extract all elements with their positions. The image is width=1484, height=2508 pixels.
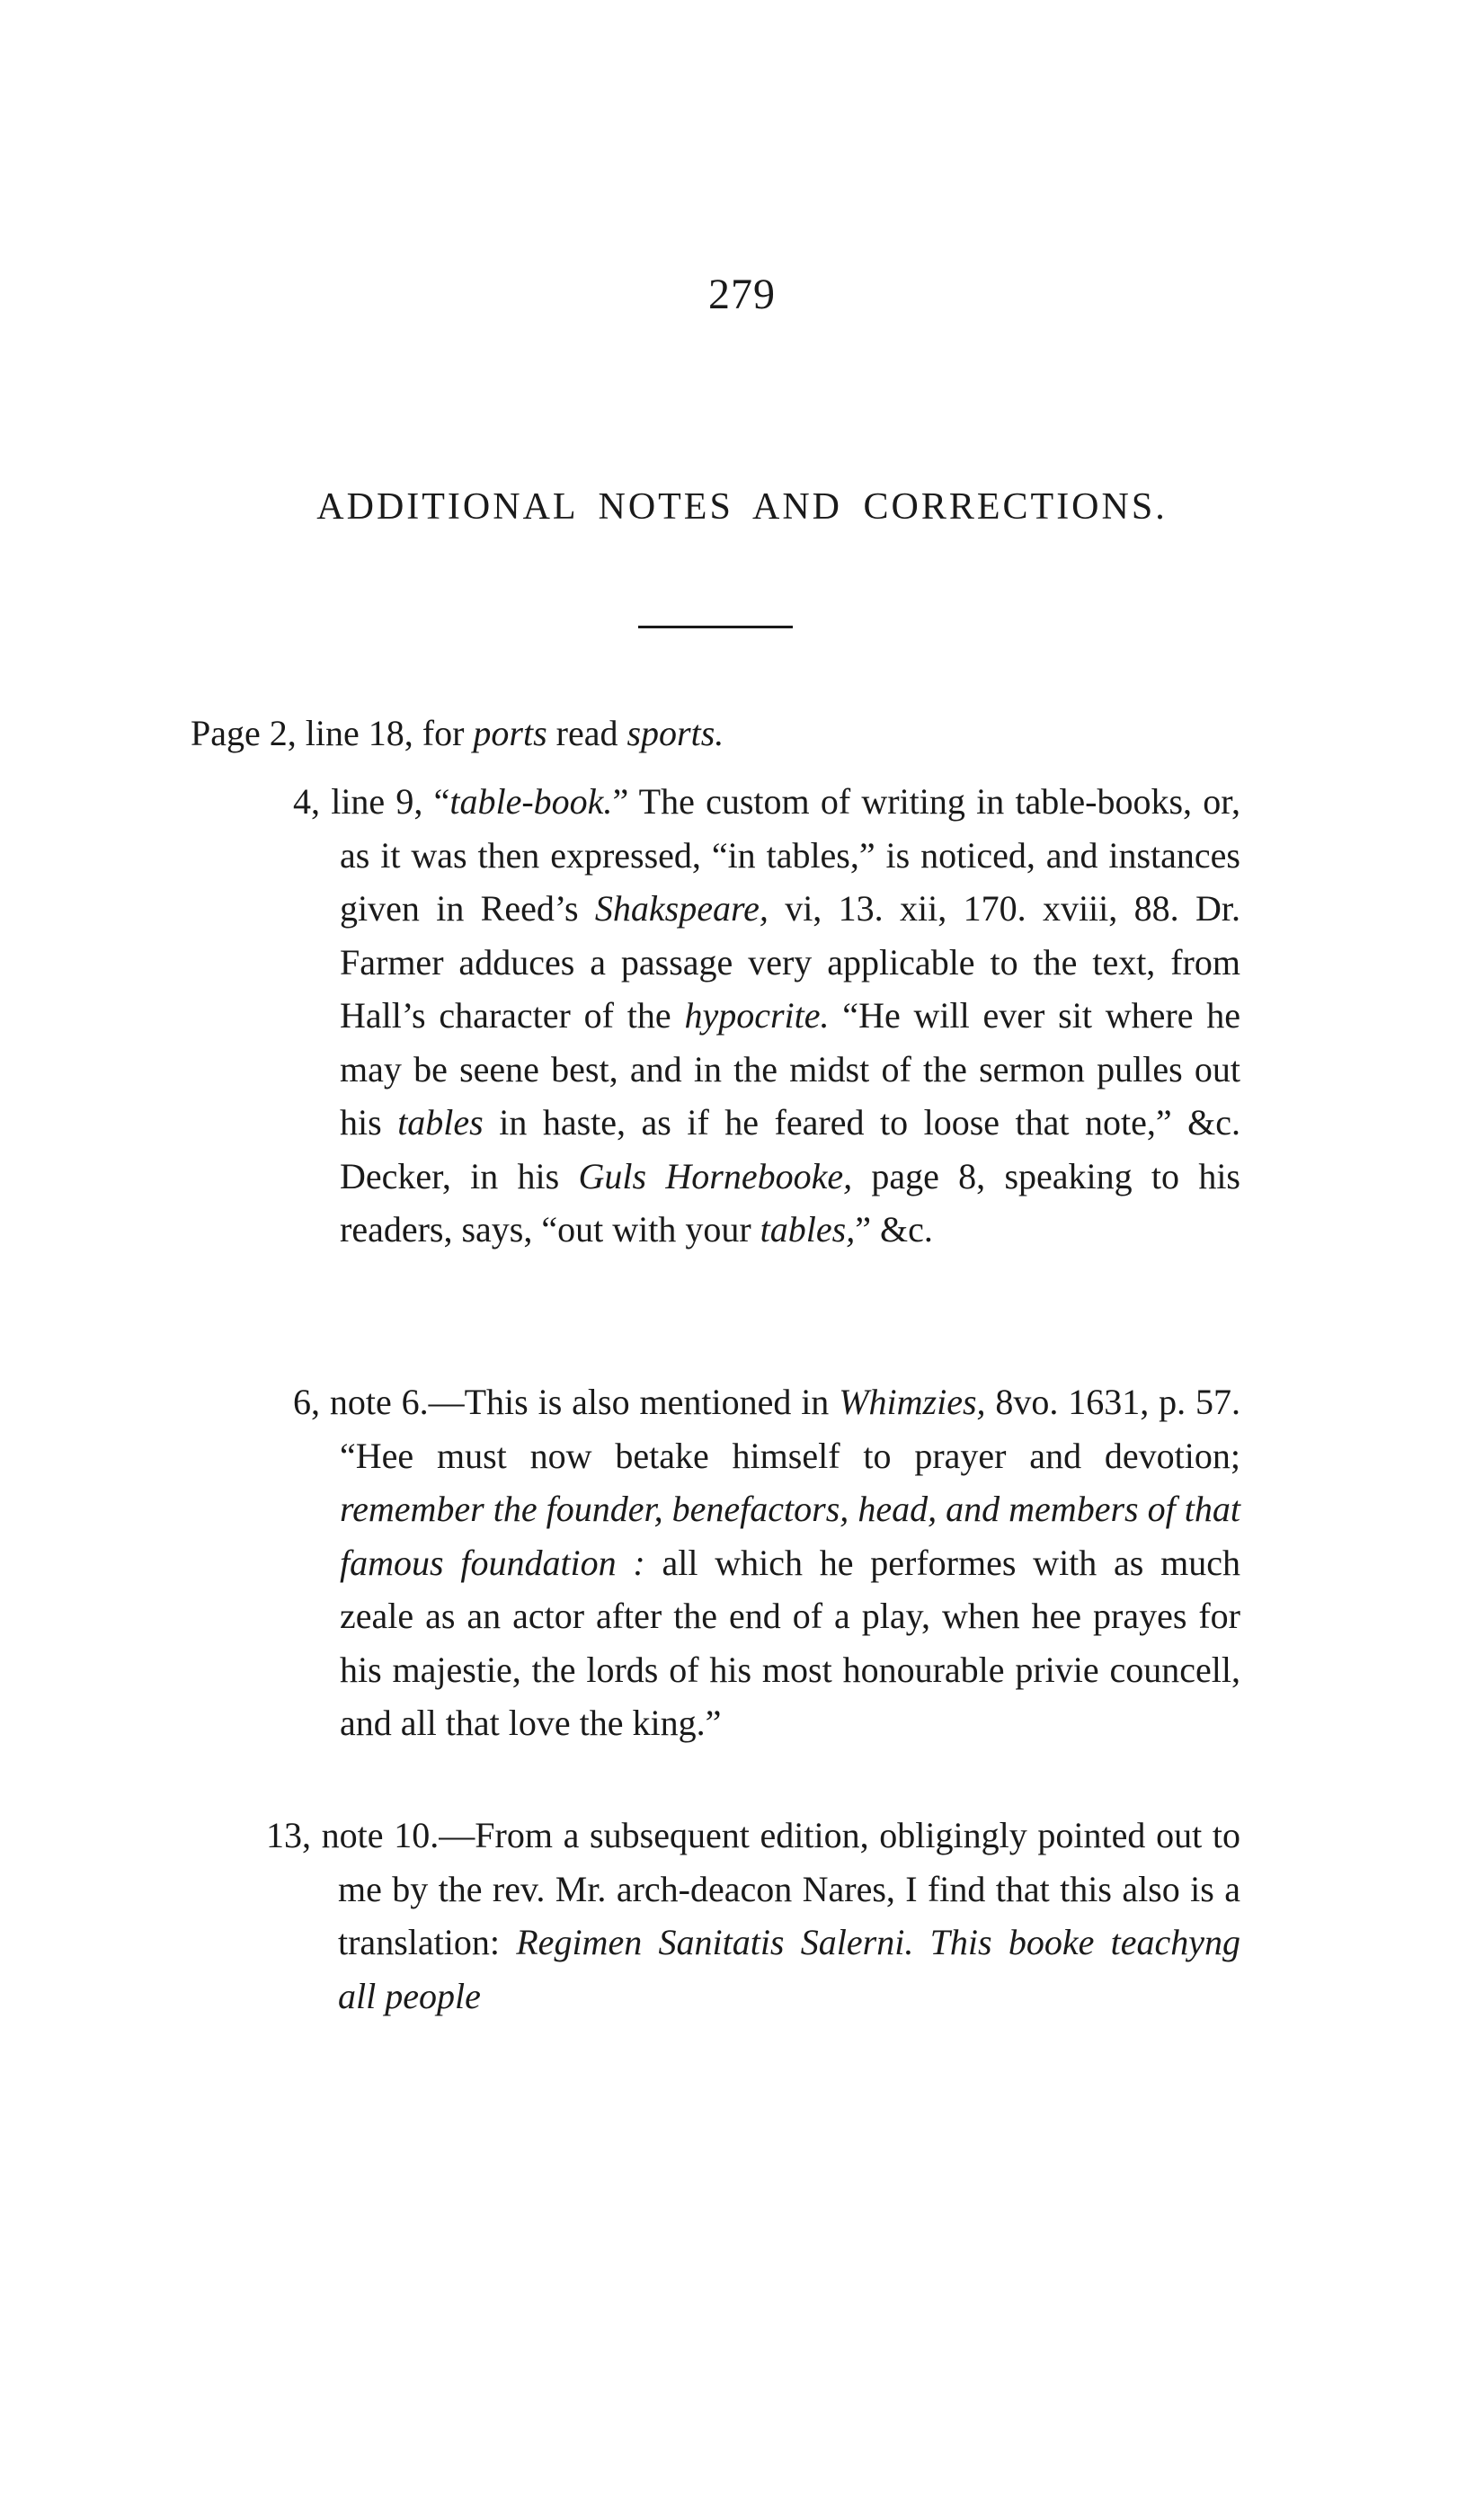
entry-ref: 6, note 6. <box>293 1382 429 1422</box>
entry-ref: 4, line 9, <box>293 781 423 822</box>
page-number: 279 <box>708 271 776 318</box>
entry-italic: ports <box>473 713 547 753</box>
heading-rule <box>638 626 793 628</box>
entry-ref: 13, note 10. <box>266 1815 440 1855</box>
correction-entry-page-2 <box>191 707 892 760</box>
section-heading: ADDITIONAL NOTES AND CORRECTIONS. <box>316 486 1168 528</box>
entry-text: all which he performes with as much zeale as an actor after the end of a play, when hee prayes for his majestie, the lords of his most honourable privie councell, and all that love the king.” <box>340 1542 1240 1743</box>
entry-text: in haste, as if he feared to loose that note,” &c. Decker, in his <box>340 1102 1240 1196</box>
entry-text: —From a subsequent edition, obligingly pointed out to me by the rev. Mr. arch-deacon Nares, I find that this also is a translation: <box>338 1815 1240 1962</box>
correction-entry-page-6 <box>293 1375 1241 1750</box>
entry-italic: hypocrite. <box>684 995 830 1036</box>
entry-text: for <box>413 713 474 753</box>
entry-italic: Guls Hornebooke, <box>578 1155 853 1196</box>
entry-italic: Shakspeare, <box>594 888 769 929</box>
entry-text: read <box>547 713 627 753</box>
entry-italic: table-book. <box>449 781 613 822</box>
entry-italic: tables <box>397 1102 484 1143</box>
entry-italic: tables, <box>760 1209 856 1250</box>
entry-italic: Whimzies, <box>839 1382 986 1422</box>
correction-entry-page-13 <box>266 1809 1240 2023</box>
entry-text: 8vo. 1631, p. 57. “Hee must now betake himself to prayer and devotion; <box>340 1382 1241 1476</box>
entry-text: page 8, speaking to his readers, says, “out with your <box>340 1155 1240 1250</box>
entry-text: “ <box>422 781 450 822</box>
correction-entry-page-4 <box>293 775 1240 1257</box>
entry-ref: 2, line 18, <box>269 713 413 753</box>
entry-text: ” &c. <box>855 1209 933 1250</box>
entry-text: ” The custom of writing in table-books, or, as it was then expressed, “in tables,” is noticed, and instances given in Reed’s <box>340 781 1240 929</box>
entry-text: —This is also mentioned in <box>428 1382 840 1422</box>
entry-italic: Regimen Sanitatis Salerni. This booke teachyng all people <box>338 1922 1240 2016</box>
entry-italic: sports. <box>626 713 724 753</box>
entry-text: vi, 13. xii, 170. xviii, 88. Dr. Farmer adduces a passage very applicable to the text, from Hall’s character of the <box>340 888 1240 1036</box>
entry-italic: remember the founder, benefactors, head, and members of that famous foundation : <box>340 1489 1240 1583</box>
entry-prefix: Page <box>191 713 261 753</box>
entry-text: “He will ever sit where he may be seene best, and in the midst of the sermon pulles out his <box>340 995 1240 1143</box>
